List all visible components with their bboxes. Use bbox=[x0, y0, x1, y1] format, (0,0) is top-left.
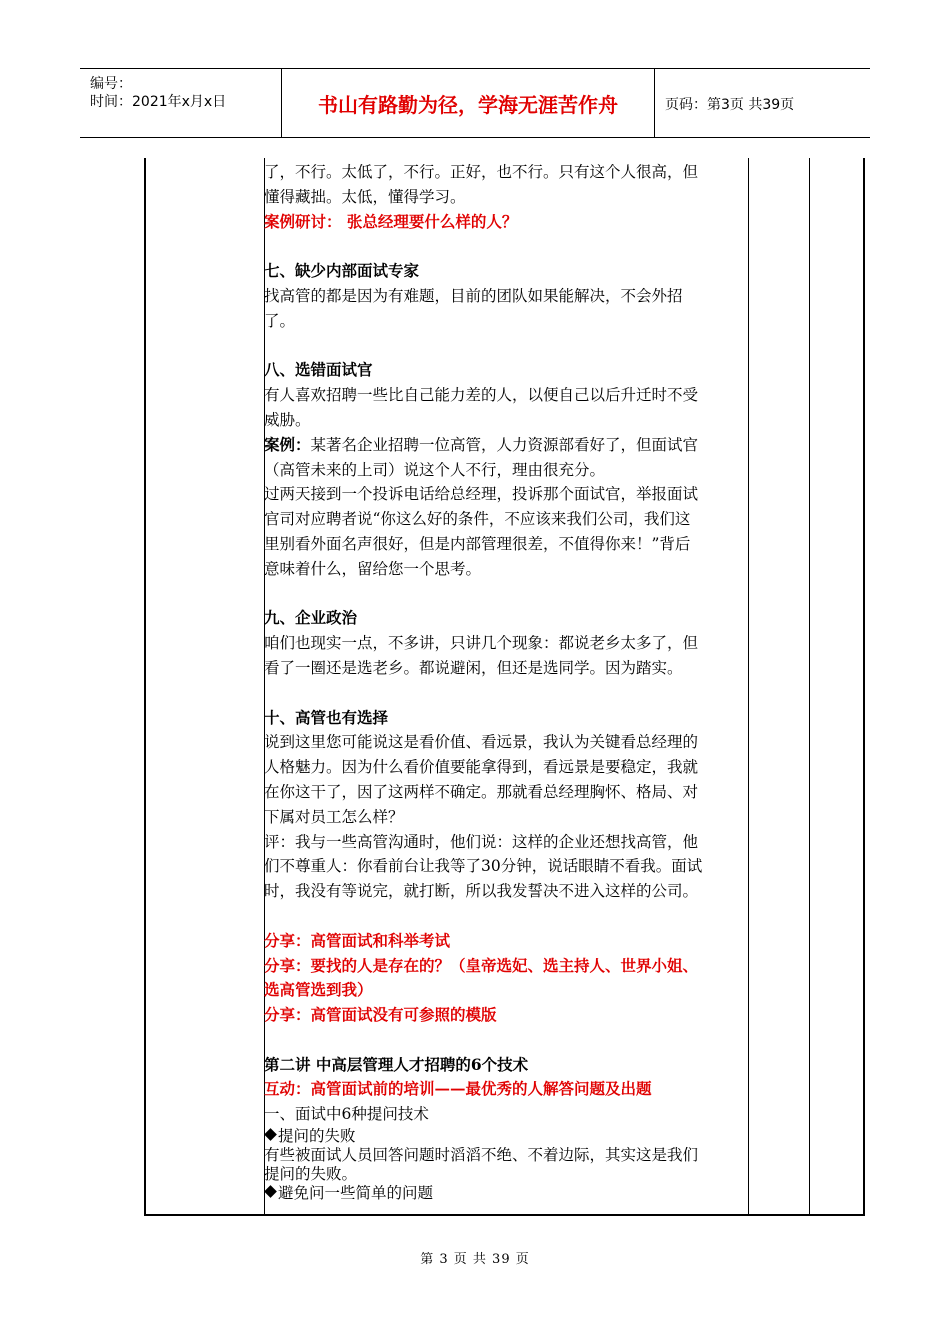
diamond-bullet-icon bbox=[264, 1128, 278, 1142]
lecture-heading: 第二讲 中高层管理人才招聘的6个技术 bbox=[264, 1054, 529, 1074]
subsection-heading: 一、面试中6种提问技术 bbox=[264, 1105, 429, 1124]
bullet-item bbox=[264, 1127, 748, 1146]
bullet-text: 避免问一些简单的问题 bbox=[278, 1184, 434, 1203]
text-line: 威胁。 bbox=[264, 410, 311, 429]
text-line: 了，不行。太低了，不行。正好，也不行。只有这个人很高，但 bbox=[264, 163, 699, 181]
text-line: 找高管的都是因为有难题，目前的团队如果能解决，不会外招 bbox=[264, 286, 683, 305]
text-line: 里别看外面名声很好，但是内部管理很差，不值得你来！”背后 bbox=[264, 534, 691, 553]
section-heading-10: 十、高管也有选择 bbox=[264, 707, 389, 727]
main-content bbox=[264, 160, 748, 1203]
section-heading-9: 九、企业政治 bbox=[264, 608, 358, 628]
share-heading: 分享：高管面试和科举考试 bbox=[264, 930, 451, 950]
text-line: 人格魅力。因为什么看价值要能拿得到，看远景是要稳定，我就 bbox=[264, 758, 699, 777]
column-divider bbox=[748, 158, 749, 1214]
text-line: 提问的失败。 bbox=[264, 1165, 358, 1184]
text-line: 们不尊重人：你看前台让我等了30分钟，说话眼睛不看我。面试 bbox=[264, 857, 703, 876]
text-line: 了。 bbox=[264, 311, 296, 330]
header-table bbox=[80, 68, 870, 138]
number-label: 编号： bbox=[90, 76, 132, 92]
text-line: 某著名企业招聘一位高管，人力资源部看好了，但面试官 bbox=[310, 435, 699, 454]
case-study-heading: 案例研讨： 张总经理要什么样的人？ bbox=[264, 211, 518, 231]
motto: 书山有路勤为径，学海无涯苦作舟 bbox=[318, 92, 618, 117]
text-line: 懂得藏拙。太低，懂得学习。 bbox=[264, 187, 466, 206]
text-line: 时，我没有等说完，就打断，所以我发誓决不进入这样的公司。 bbox=[264, 882, 699, 901]
text-line: 官司对应聘者说“你这么好的条件，不应该来我们公司，我们这 bbox=[264, 510, 691, 529]
column-divider bbox=[809, 158, 810, 1214]
header-divider bbox=[654, 69, 655, 137]
section-heading-7: 七、缺少内部面试专家 bbox=[264, 261, 420, 281]
share-heading: 分享：要找的人是存在的？（皇帝选妃、选主持人、世界小姐、 bbox=[264, 955, 699, 975]
date-label: 时间：2021年x月x日 bbox=[90, 94, 227, 110]
share-heading: 分享：高管面试没有可参照的模版 bbox=[264, 1005, 497, 1025]
text-line: 过两天接到一个投诉电话给总经理，投诉那个面试官，举报面试 bbox=[264, 485, 699, 504]
text-line: 在你这干了，因了这两样不确定。那就看总经理胸怀、格局、对 bbox=[264, 782, 699, 801]
bullet-text: 提问的失败 bbox=[278, 1127, 356, 1146]
bullet-item bbox=[264, 1184, 748, 1203]
section-heading-8: 八、选错面试官 bbox=[264, 360, 373, 380]
text-line: 评：我与一些高管沟通时，他们说：这样的企业还想找高管，他 bbox=[264, 832, 699, 851]
case-label: 案例： bbox=[264, 434, 311, 454]
text-line: 下属对员工怎么样？ bbox=[264, 807, 404, 826]
text-line: 意味着什么，留给您一个思考。 bbox=[264, 559, 482, 578]
text-line: （高管未来的上司）说这个人不行，理由很充分。 bbox=[264, 460, 606, 479]
case-paragraph bbox=[264, 433, 748, 458]
text-line: 有人喜欢招聘一些比自己能力差的人，以便自己以后升迁时不受 bbox=[264, 386, 699, 405]
text-line: 看了一圈还是选老乡。都说避闲，但还是选同学。因为踏实。 bbox=[264, 658, 683, 677]
text-line: 咱们也现实一点，不多讲，只讲几个现象：都说老乡太多了，但 bbox=[264, 634, 699, 653]
text-line: 有些被面试人员回答问题时滔滔不绝、不着边际，其实这是我们 bbox=[264, 1146, 699, 1165]
page-info: 页码：第3页 共39页 bbox=[665, 97, 795, 113]
interaction-heading: 互动：高管面试前的培训——最优秀的人解答问题及出题 bbox=[264, 1079, 652, 1099]
share-heading: 选高管选到我） bbox=[264, 980, 373, 1000]
header-meta-cell bbox=[80, 69, 280, 137]
page-footer: 第 3 页 共 39 页 bbox=[420, 1252, 530, 1267]
diamond-bullet-icon bbox=[264, 1185, 278, 1199]
text-line: 说到这里您可能说这是看价值、看远景，我认为关键看总经理的 bbox=[264, 733, 699, 752]
